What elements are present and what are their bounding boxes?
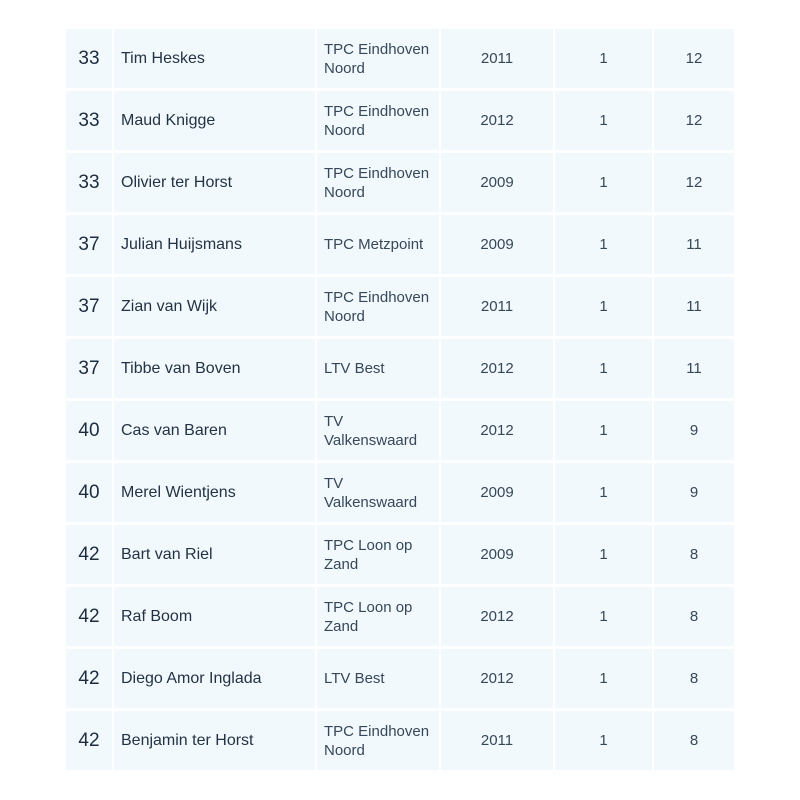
birth-year-cell: 2011 — [441, 277, 555, 336]
club-cell — [317, 711, 441, 770]
club-cell — [317, 339, 441, 398]
points-cell: 9 — [654, 401, 734, 460]
played-cell: 1 — [555, 29, 654, 88]
birth-year-cell: 2009 — [441, 463, 555, 522]
birth-year-cell: 2012 — [441, 91, 555, 150]
birth-year-cell: 2012 — [441, 587, 555, 646]
played-cell: 1 — [555, 463, 654, 522]
club-label: TPC Loon op Zand — [324, 536, 413, 573]
player-name-cell: Bart van Riel — [114, 525, 317, 584]
rank-cell: 42 — [66, 711, 114, 770]
rank-cell: 40 — [66, 463, 114, 522]
player-name-cell: Cas van Baren — [114, 401, 317, 460]
table-row — [66, 649, 734, 711]
player-name-cell: Olivier ter Horst — [114, 153, 317, 212]
table-row — [66, 277, 734, 339]
club-cell — [317, 401, 441, 460]
table-row — [66, 401, 734, 463]
player-name-cell: Merel Wientjens — [114, 463, 317, 522]
birth-year-cell: 2012 — [441, 401, 555, 460]
table-row — [66, 711, 734, 773]
birth-year-cell: 2009 — [441, 525, 555, 584]
played-cell: 1 — [555, 525, 654, 584]
points-cell: 8 — [654, 711, 734, 770]
table-row — [66, 153, 734, 215]
rank-cell: 37 — [66, 215, 114, 274]
points-cell: 12 — [654, 29, 734, 88]
points-cell: 11 — [654, 215, 734, 274]
club-label: TPC Eindhoven Noord — [324, 288, 430, 325]
points-cell: 8 — [654, 587, 734, 646]
player-name-cell: Benjamin ter Horst — [114, 711, 317, 770]
birth-year-cell: 2009 — [441, 153, 555, 212]
points-cell: 12 — [654, 153, 734, 212]
played-cell: 1 — [555, 277, 654, 336]
player-name-cell: Diego Amor Inglada — [114, 649, 317, 708]
rank-cell: 42 — [66, 649, 114, 708]
rank-cell: 42 — [66, 525, 114, 584]
player-name-cell: Maud Knigge — [114, 91, 317, 150]
table-row — [66, 463, 734, 525]
club-label: LTV Best — [324, 360, 385, 377]
played-cell: 1 — [555, 649, 654, 708]
club-label: TV Valkenswaard — [324, 474, 418, 511]
played-cell: 1 — [555, 401, 654, 460]
points-cell: 8 — [654, 649, 734, 708]
played-cell: 1 — [555, 711, 654, 770]
club-cell — [317, 525, 441, 584]
birth-year-cell: 2012 — [441, 339, 555, 398]
points-cell: 8 — [654, 525, 734, 584]
club-cell — [317, 91, 441, 150]
table-row — [66, 339, 734, 401]
rank-cell: 42 — [66, 587, 114, 646]
points-cell: 11 — [654, 339, 734, 398]
rank-cell: 37 — [66, 339, 114, 398]
played-cell: 1 — [555, 215, 654, 274]
birth-year-cell: 2011 — [441, 711, 555, 770]
ranking-table — [66, 29, 734, 773]
birth-year-cell: 2012 — [441, 649, 555, 708]
club-cell — [317, 277, 441, 336]
rank-cell: 37 — [66, 277, 114, 336]
rank-cell: 40 — [66, 401, 114, 460]
player-name-cell: Julian Huijsmans — [114, 215, 317, 274]
club-cell — [317, 153, 441, 212]
points-cell: 11 — [654, 277, 734, 336]
club-cell — [317, 587, 441, 646]
player-name-cell: Raf Boom — [114, 587, 317, 646]
player-name-cell: Zian van Wijk — [114, 277, 317, 336]
table-row — [66, 525, 734, 587]
played-cell: 1 — [555, 91, 654, 150]
points-cell: 9 — [654, 463, 734, 522]
club-label: TPC Eindhoven Noord — [324, 164, 430, 201]
player-name-cell: Tibbe van Boven — [114, 339, 317, 398]
club-cell — [317, 29, 441, 88]
birth-year-cell: 2011 — [441, 29, 555, 88]
played-cell: 1 — [555, 587, 654, 646]
club-label: TPC Metzpoint — [324, 236, 424, 253]
table-row — [66, 587, 734, 649]
club-label: TV Valkenswaard — [324, 412, 418, 449]
club-label: TPC Loon op Zand — [324, 598, 413, 635]
played-cell: 1 — [555, 153, 654, 212]
club-label: TPC Eindhoven Noord — [324, 722, 430, 759]
club-label: TPC Eindhoven Noord — [324, 102, 430, 139]
points-cell: 12 — [654, 91, 734, 150]
rank-cell: 33 — [66, 153, 114, 212]
club-label: LTV Best — [324, 670, 385, 687]
rank-cell: 33 — [66, 91, 114, 150]
club-cell — [317, 215, 441, 274]
played-cell: 1 — [555, 339, 654, 398]
table-row — [66, 215, 734, 277]
rank-cell: 33 — [66, 29, 114, 88]
table-row — [66, 29, 734, 91]
club-cell — [317, 649, 441, 708]
player-name-cell: Tim Heskes — [114, 29, 317, 88]
club-cell — [317, 463, 441, 522]
birth-year-cell: 2009 — [441, 215, 555, 274]
table-row — [66, 91, 734, 153]
club-label: TPC Eindhoven Noord — [324, 40, 430, 77]
